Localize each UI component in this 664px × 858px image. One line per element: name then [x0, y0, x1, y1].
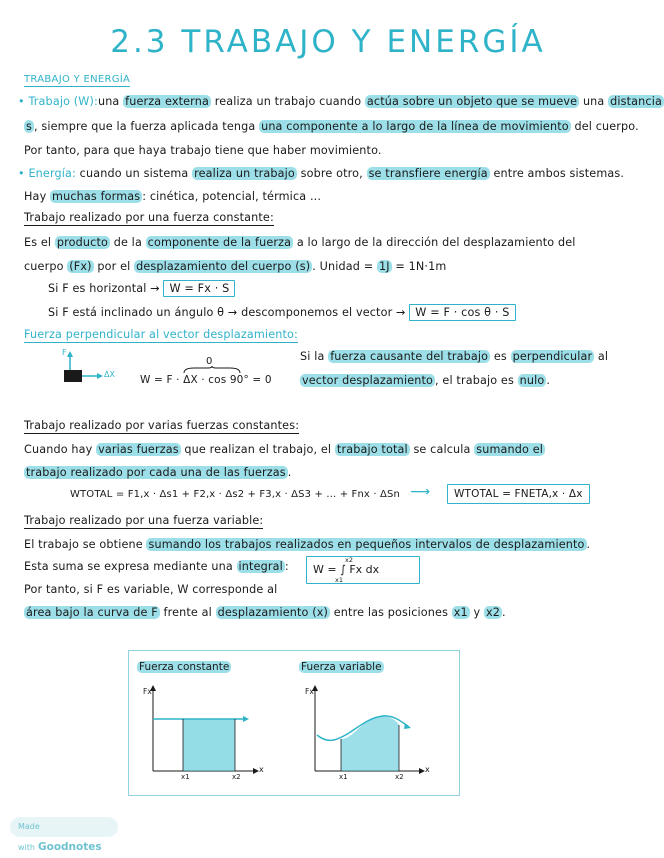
integral-lower: x1	[335, 576, 343, 584]
text: Es el	[24, 236, 55, 249]
text: .	[586, 538, 591, 551]
highlight: producto	[56, 236, 108, 249]
variable-line-3: Por tanto, si F es variable, W corresponde al	[24, 583, 278, 596]
area-under-curve	[341, 716, 399, 771]
text: que realizan el trabajo, el	[180, 443, 335, 456]
constante-line-1	[24, 236, 576, 249]
bullet: •	[18, 95, 25, 108]
trabajo-line-1	[18, 95, 664, 108]
varias-line-2	[24, 466, 292, 479]
text: y	[469, 606, 484, 619]
varias-result-box: WTOTAL = FNETA,x · Δx	[447, 484, 590, 504]
highlight: área bajo la curva de F	[26, 606, 158, 619]
highlight: x1	[453, 606, 468, 619]
section-label: TRABAJO Y ENERGÍA	[24, 74, 131, 85]
trabajo-term: Trabajo (W):	[28, 95, 98, 108]
text: realiza un trabajo cuando	[210, 95, 365, 108]
arrow-icon: ⟶	[410, 484, 431, 500]
text: del cuerpo.	[570, 120, 639, 133]
highlight: fuerza externa	[125, 95, 209, 108]
highlight: nulo	[519, 374, 545, 387]
text: una	[579, 95, 609, 108]
highlight: muchas formas	[52, 190, 141, 203]
right-y-label: Fx	[305, 687, 314, 696]
formula-box: W = F · cos θ · S	[409, 304, 515, 321]
made-with-label: Made with	[18, 822, 40, 852]
perpendicular-text-2	[300, 374, 550, 387]
text: es	[490, 350, 511, 363]
text: sobre otro,	[296, 167, 367, 180]
integral-upper: x2	[345, 556, 353, 564]
text: entre las posiciones	[330, 606, 452, 619]
text: cuerpo	[24, 260, 68, 273]
variable-force-graph	[301, 681, 451, 791]
left-y-label: Fx	[143, 687, 152, 696]
highlight: x2	[486, 606, 501, 619]
left-x2-label: x2	[232, 773, 241, 781]
constante-heading: Trabajo realizado por una fuerza constante:	[24, 211, 274, 224]
highlight: componente de la fuerza	[147, 236, 292, 249]
text: Si F es horizontal →	[48, 282, 160, 295]
integral-formula: W = ∫ Fx dx	[313, 563, 380, 576]
force-curve-arrowhead	[404, 723, 411, 729]
highlight: Fuerza variable	[301, 661, 382, 673]
overbrace	[182, 366, 242, 374]
text: entre ambos sistemas.	[489, 167, 625, 180]
force-line-arrowhead	[243, 716, 249, 722]
text: , siempre que la fuerza aplicada tenga	[33, 120, 260, 133]
text: se calcula	[409, 443, 475, 456]
variable-line-4	[24, 606, 506, 619]
variable-line-1	[24, 538, 590, 551]
displacement-arrowhead	[97, 373, 103, 379]
right-x1-label: x1	[339, 773, 348, 781]
text: a lo largo de la dirección del desplazamiento del	[293, 236, 576, 249]
highlight: sumando el	[476, 443, 544, 456]
highlight: fuerza causante del trabajo	[330, 350, 489, 363]
left-graph-title	[137, 661, 231, 673]
text: al	[594, 350, 609, 363]
highlight: una componente a lo largo de la línea de movimiento	[261, 120, 569, 133]
force-label: F	[62, 348, 67, 357]
text: : cinética, potencial, térmica ...	[142, 190, 322, 203]
text: , el trabajo es	[435, 374, 518, 387]
highlight: s	[26, 120, 32, 133]
text: Esta suma se expresa mediante una	[24, 560, 237, 573]
trabajo-line-2	[24, 120, 639, 133]
text: cuando un sistema	[75, 167, 193, 180]
text: por el	[93, 260, 135, 273]
brand-label: Goodnotes	[37, 841, 102, 853]
goodnotes-badge	[10, 817, 118, 853]
text: El trabajo se obtiene	[24, 538, 147, 551]
energia-term: Energía:	[28, 167, 76, 180]
highlight: distancia	[610, 95, 662, 108]
varias-heading: Trabajo realizado por varias fuerzas constantes:	[24, 419, 300, 432]
text: . Unidad =	[312, 260, 377, 273]
highlight: trabajo total	[336, 443, 408, 456]
highlight: se transfiere energía	[368, 167, 488, 180]
highlight: perpendicular	[512, 350, 593, 363]
graphs-frame	[128, 650, 460, 796]
varias-line-1	[24, 443, 545, 456]
right-graph-title	[299, 661, 384, 673]
force-arrowhead	[67, 351, 73, 357]
constante-line-2	[24, 260, 446, 273]
text: frente al	[159, 606, 216, 619]
text: .	[502, 606, 506, 619]
text: .	[287, 466, 292, 479]
area-under-curve	[183, 719, 235, 771]
variable-heading: Trabajo realizado por una fuerza variable:	[24, 514, 264, 527]
highlight: desplazamiento (x)	[217, 606, 329, 619]
right-x2-label: x2	[395, 773, 404, 781]
highlight: varias fuerzas	[98, 443, 179, 456]
text: = 1N·1m	[391, 260, 447, 273]
constant-force-graph	[139, 681, 279, 791]
highlight: 1J	[378, 260, 390, 273]
constante-line-4	[48, 306, 516, 319]
varias-formula: WTOTAL = F1,x · Δs1 + F2,x · Δs2 + F3,x · ΔS3 + ... + Fnx · ΔSn	[70, 489, 400, 500]
energia-line-2	[24, 190, 321, 203]
text: :	[284, 560, 289, 573]
left-x1-label: x1	[181, 773, 190, 781]
highlight: vector desplazamiento	[302, 374, 434, 387]
highlight: sumando los trabajos realizados en pequeños intervalos de desplazamiento	[148, 538, 585, 551]
text: de la	[109, 236, 146, 249]
highlight: actúa sobre un objeto que se mueve	[366, 95, 578, 108]
right-x-label: x	[425, 765, 430, 774]
page-title: 2.3 TRABAJO Y ENERGÍA	[110, 24, 546, 60]
text: .	[546, 374, 551, 387]
perpendicular-heading: Fuerza perpendicular al vector desplazamiento:	[24, 328, 298, 341]
highlight: desplazamiento del cuerpo (s)	[136, 260, 311, 273]
highlight: realiza un trabajo	[194, 167, 295, 180]
trabajo-line-3: Por tanto, para que haya trabajo tiene que haber movimiento.	[24, 144, 382, 157]
text: Hay	[24, 190, 51, 203]
block	[64, 370, 82, 382]
energia-line-1	[18, 167, 624, 180]
integral-box	[306, 556, 420, 584]
constante-line-3	[48, 282, 235, 295]
text: una	[97, 95, 124, 108]
perpendicular-formula: W = F · ΔX · cos 90° = 0	[140, 374, 272, 386]
highlight: (Fx)	[69, 260, 92, 273]
zero-label: 0	[206, 356, 213, 367]
left-x-label: x	[259, 765, 264, 774]
text: Si F está inclinado un ángulo θ → descomponemos el vector →	[48, 306, 406, 319]
text: Si la	[300, 350, 329, 363]
highlight: Fuerza constante	[139, 661, 230, 673]
highlight: trabajo realizado por cada una de las fuerzas	[26, 466, 286, 479]
text: Cuando hay	[24, 443, 97, 456]
dx-label: ΔX	[104, 370, 115, 379]
perpendicular-text-1	[300, 350, 608, 363]
formula-box: W = Fx · S	[163, 280, 235, 297]
highlight: integral	[238, 560, 283, 573]
variable-line-2	[24, 560, 289, 573]
bullet: •	[18, 167, 25, 180]
